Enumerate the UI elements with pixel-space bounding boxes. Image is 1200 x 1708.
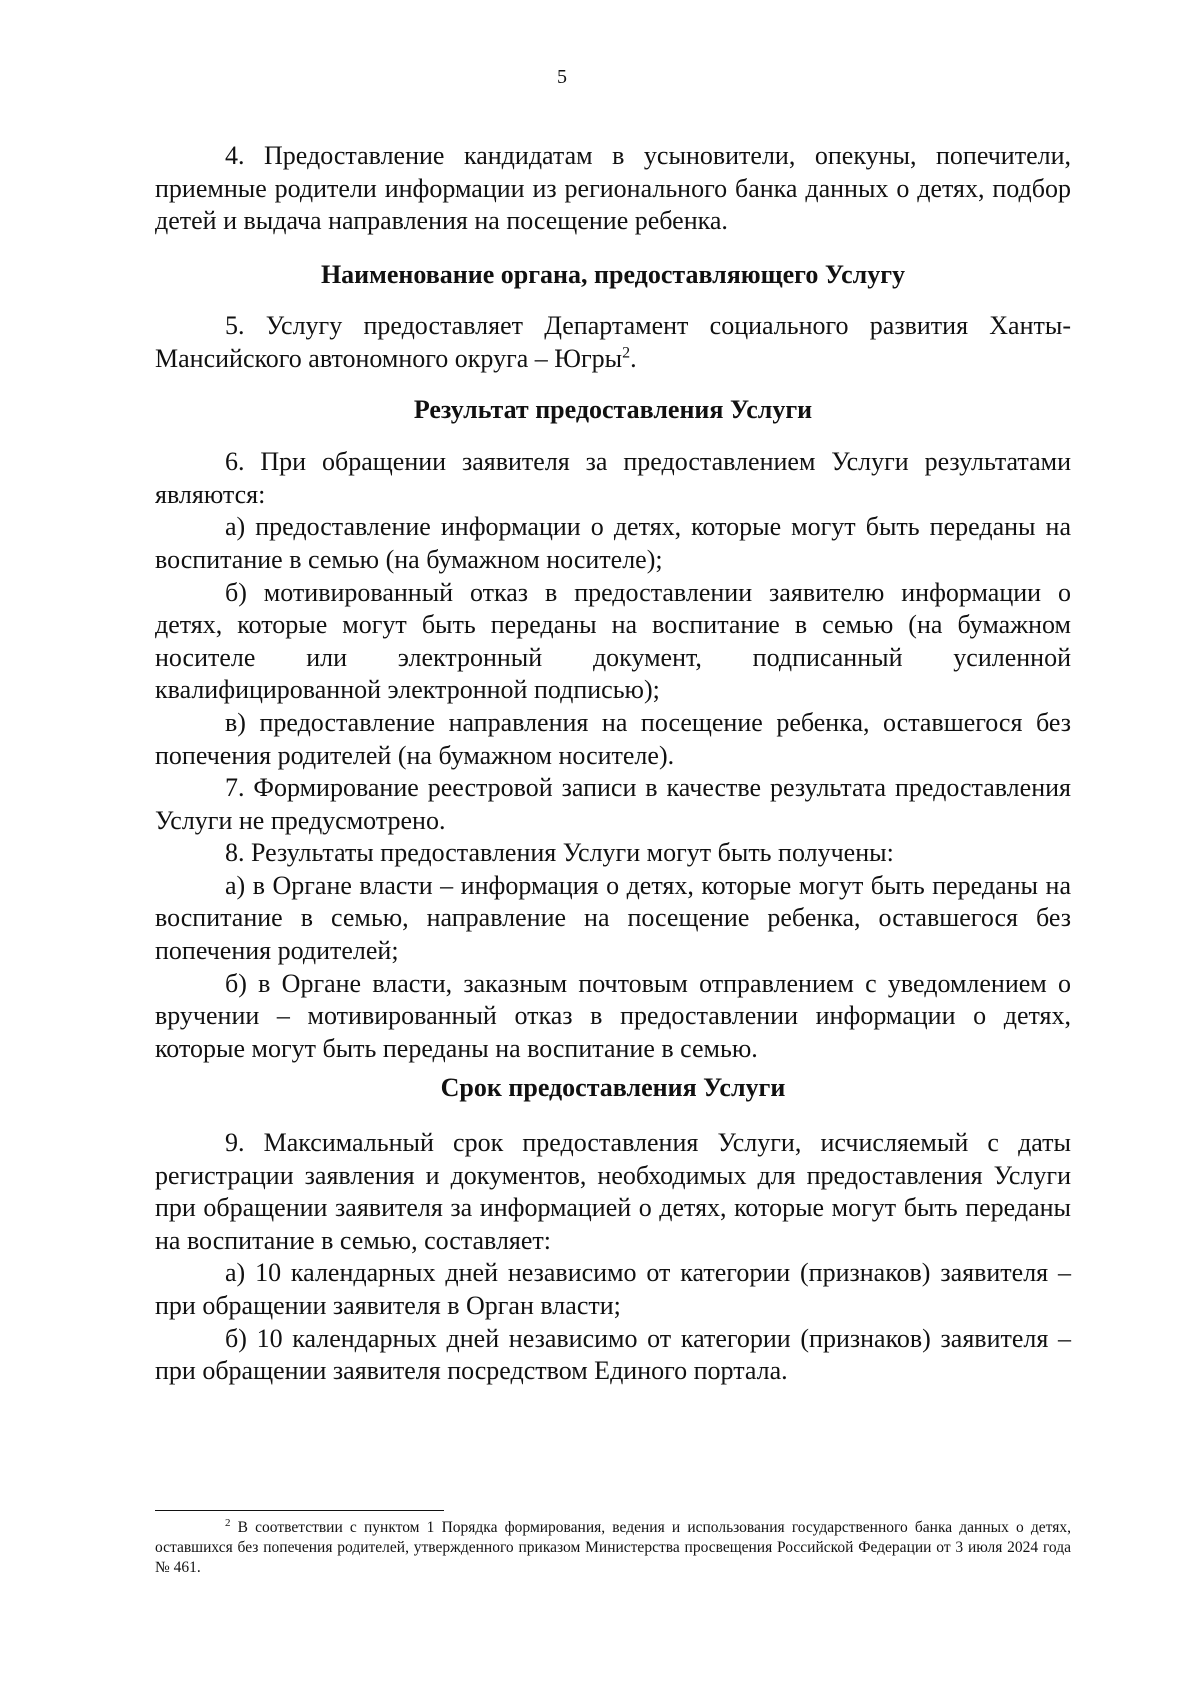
paragraph-5-text: 5. Услугу предоставляет Департамент социального развития Ханты-Мансийского автономного округа – Югры xyxy=(155,311,1071,373)
paragraph-6b: б) мотивированный отказ в предоставлении заявителю информации о детях, которые могут быть переданы на воспитание в семью (на бумажном носителе или электронный документ, подписанный усиленной квалифицированной электронной подписью); xyxy=(155,577,1071,705)
footnote-marker: 2 xyxy=(225,1516,231,1529)
paragraph-7: 7. Формирование реестровой записи в качестве результата предоставления Услуги не предусмотрено. xyxy=(155,773,1071,835)
paragraph-5-end: . xyxy=(630,343,637,373)
paragraph-8a: а) в Органе власти – информация о детях, которые могут быть переданы на воспитание в семью, направление на посещение ребенка, оставшегося без попечения родителей; xyxy=(155,870,1071,966)
footnote xyxy=(155,1518,1071,1578)
paragraph-6c: в) предоставление направления на посещение ребенка, оставшегося без попечения родителей (на бумажном носителе). xyxy=(155,707,1071,770)
paragraph-9b: б) 10 календарных дней независимо от категории (признаков) заявителя – при обращении заявителя посредством Единого портала. xyxy=(155,1323,1071,1386)
paragraph-5 xyxy=(155,310,1071,375)
footnote-text: В соответствии с пунктом 1 Порядка формирования, ведения и использования государственного банка данных о детях, оставшихся без попечения родителей, утвержденного приказом Министерства просвещения Российской Федерации от 3 июля 2024 года № 461. xyxy=(155,1519,1071,1576)
paragraph-8: 8. Результаты предоставления Услуги могут быть получены: xyxy=(225,838,894,868)
paragraph-6: 6. При обращении заявителя за предоставлением Услуги результатами являются: xyxy=(155,447,1071,509)
heading-result: Результат предоставления Услуги xyxy=(413,394,813,424)
footnote-reference: 2 xyxy=(622,344,631,362)
paragraph-4: 4. Предоставление кандидатам в усыновители, опекуны, попечители, приемные родители информации из регионального банка данных о детях, подбор детей и выдача направления на посещение ребенка. xyxy=(155,141,1071,236)
paragraph-6a: а) предоставление информации о детях, которые могут быть переданы на воспитание в семью (на бумажном носителе); xyxy=(155,512,1071,574)
paragraph-9: 9. Максимальный срок предоставления Услуги, исчисляемый с даты регистрации заявления и документов, необходимых для предоставления Услуги при обращении заявителя за информацией о детях, которые могут быть переданы на воспитание в семью, составляет: xyxy=(155,1128,1071,1255)
heading-term: Срок предоставления Услуги xyxy=(440,1073,786,1103)
paragraph-9a: а) 10 календарных дней независимо от категории (признаков) заявителя – при обращении заявителя в Орган власти; xyxy=(155,1258,1071,1320)
paragraph-8b: б) в Органе власти, заказным почтовым отправлением с уведомлением о вручении – мотивированный отказ в предоставлении информации о детях, которые могут быть переданы на воспитание в семью. xyxy=(155,968,1071,1063)
page-number: 5 xyxy=(557,66,567,88)
heading-organ: Наименование органа, предоставляющего Услугу xyxy=(320,259,906,289)
document-body xyxy=(155,140,1071,1388)
footnote-separator xyxy=(155,1510,444,1511)
